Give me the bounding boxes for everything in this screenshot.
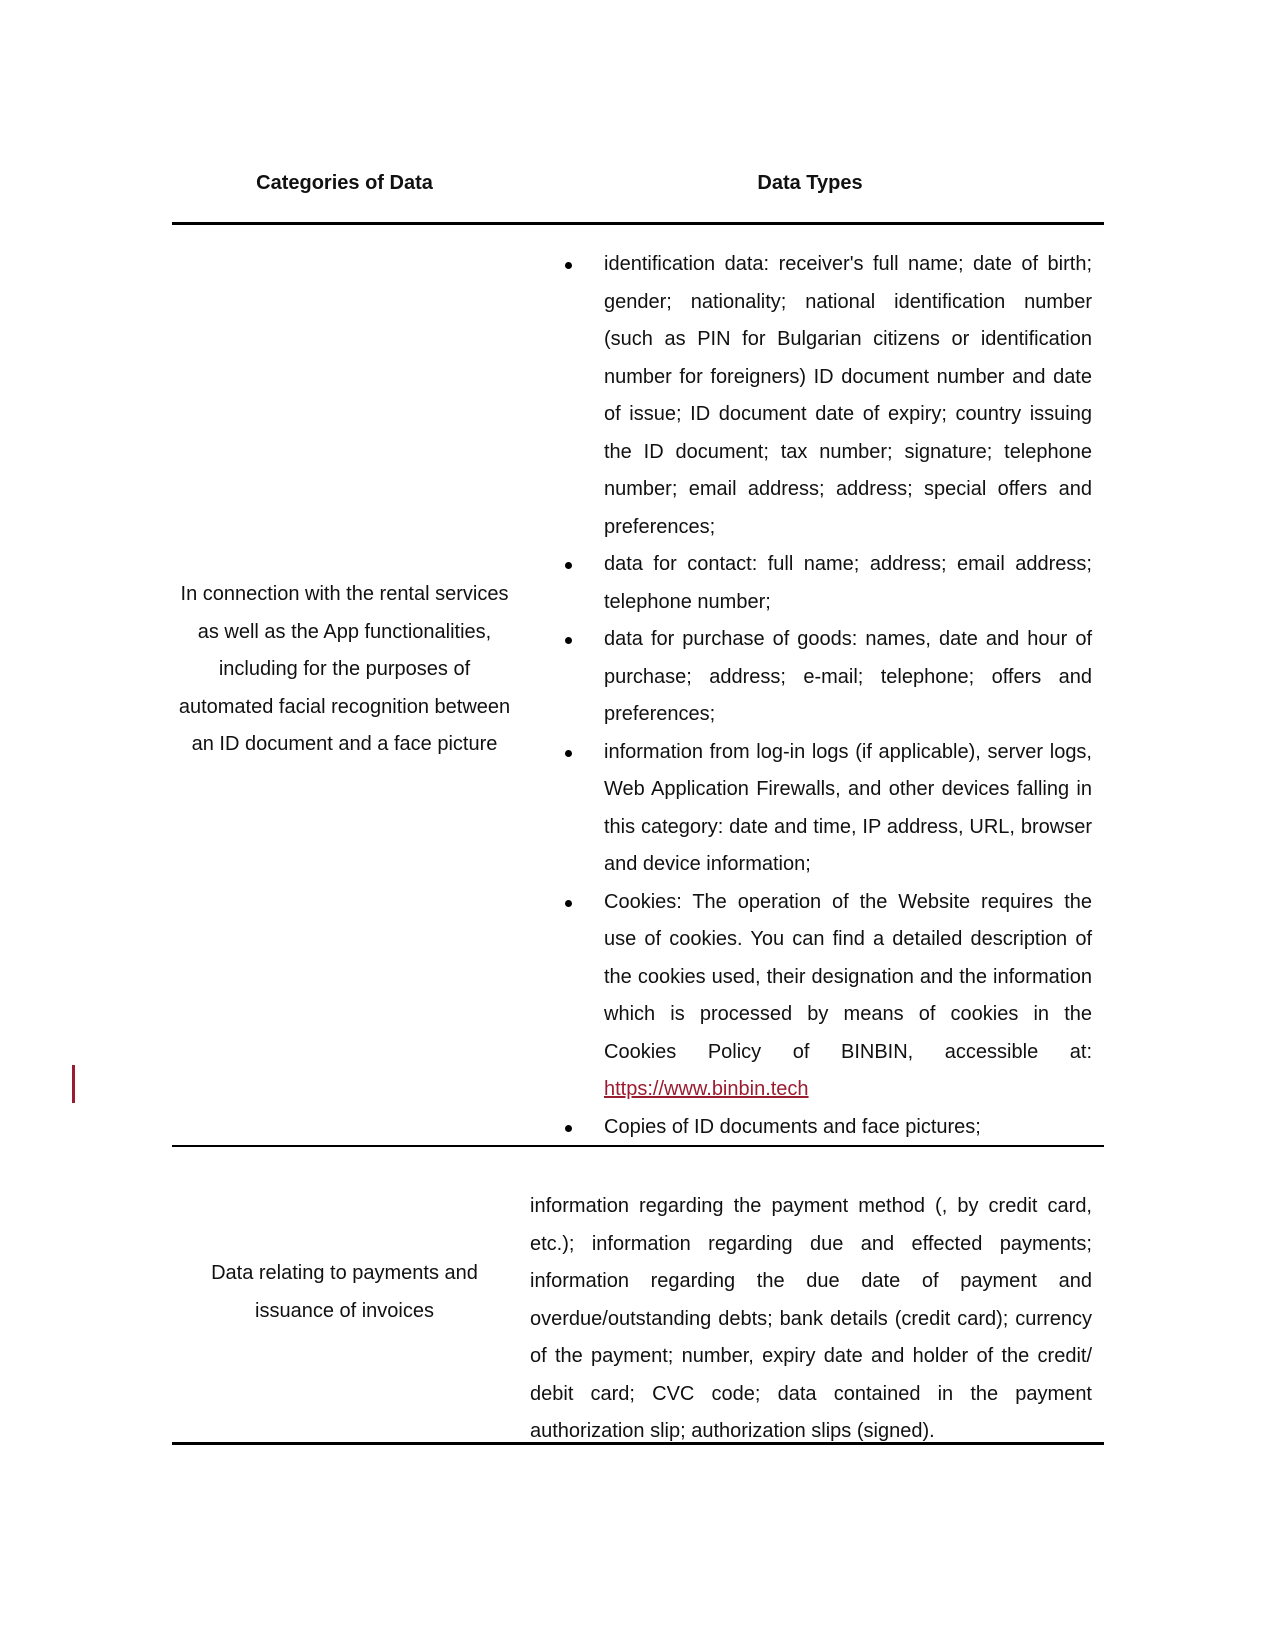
list-item xyxy=(560,734,1092,884)
list-item xyxy=(560,546,1092,621)
bullet-icon xyxy=(565,750,572,757)
bullet-icon xyxy=(565,262,572,269)
purchase-data-text: data for purchase of goods: names, date and hour of purchase; address; e-mail; telephone; offers and preferences; xyxy=(604,628,1092,725)
list-item xyxy=(560,621,1092,734)
payment-data-text: information regarding the payment method (, by credit card, etc.); information regarding due and effected payments; information regarding the due date of payment and overdue/outstanding debts; bank details (credit card); currency of the payment; number, expiry date and holder of the credit/ debit card; CVC code; data contained in the payment authorization slip; authorization slips (signed). xyxy=(530,1195,1092,1442)
identification-data-text: identification data: receiver's full name; date of birth; gender; nationality; national identification number (such as PIN for Bulgarian citizens or identification number for foreigners) ID document number and date of issue; ID document date of expiry; country issuing the ID document; tax number; signature; telephone number; email address; address; special offers and preferences; xyxy=(604,253,1092,538)
list-item xyxy=(560,884,1092,1109)
list-item xyxy=(560,1109,1092,1147)
category-payments: Data relating to payments and issuance of invoices xyxy=(211,1262,478,1322)
table-bottom-rule xyxy=(172,1442,1104,1445)
row-divider xyxy=(172,1145,1104,1147)
bullet-icon xyxy=(565,637,572,644)
category-rental-services: In connection with the rental services as well as the App functionalities, including for the purposes of automated facial recognition between an ID document and a face picture xyxy=(178,583,511,755)
bullet-icon xyxy=(565,562,572,569)
header-data-types: Data Types xyxy=(757,172,863,194)
bullet-icon xyxy=(565,900,572,907)
cookies-text: Cookies: The operation of the Website requires the use of cookies. You can find a detailed description of the cookies used, their designation and the information which is processed by means of cookies in the Cookies Policy of BINBIN, accessible at: xyxy=(604,890,1092,1063)
log-data-text: information from log-in logs (if applicable), server logs, Web Application Firewalls, and other devices falling in this category: date and time, IP address, URL, browser and device information; xyxy=(604,740,1092,875)
header-rule xyxy=(172,222,1104,225)
id-copies-text: Copies of ID documents and face pictures; xyxy=(604,1115,981,1138)
bullet-icon xyxy=(565,1125,572,1132)
header-categories: Categories of Data xyxy=(256,172,433,194)
contact-data-text: data for contact: full name; address; email address; telephone number; xyxy=(604,553,1092,613)
revision-bar xyxy=(72,1065,75,1103)
list-item xyxy=(560,246,1092,546)
cookies-policy-link[interactable]: https://www.binbin.tech xyxy=(604,1078,809,1100)
data-types-list xyxy=(560,246,1092,1146)
